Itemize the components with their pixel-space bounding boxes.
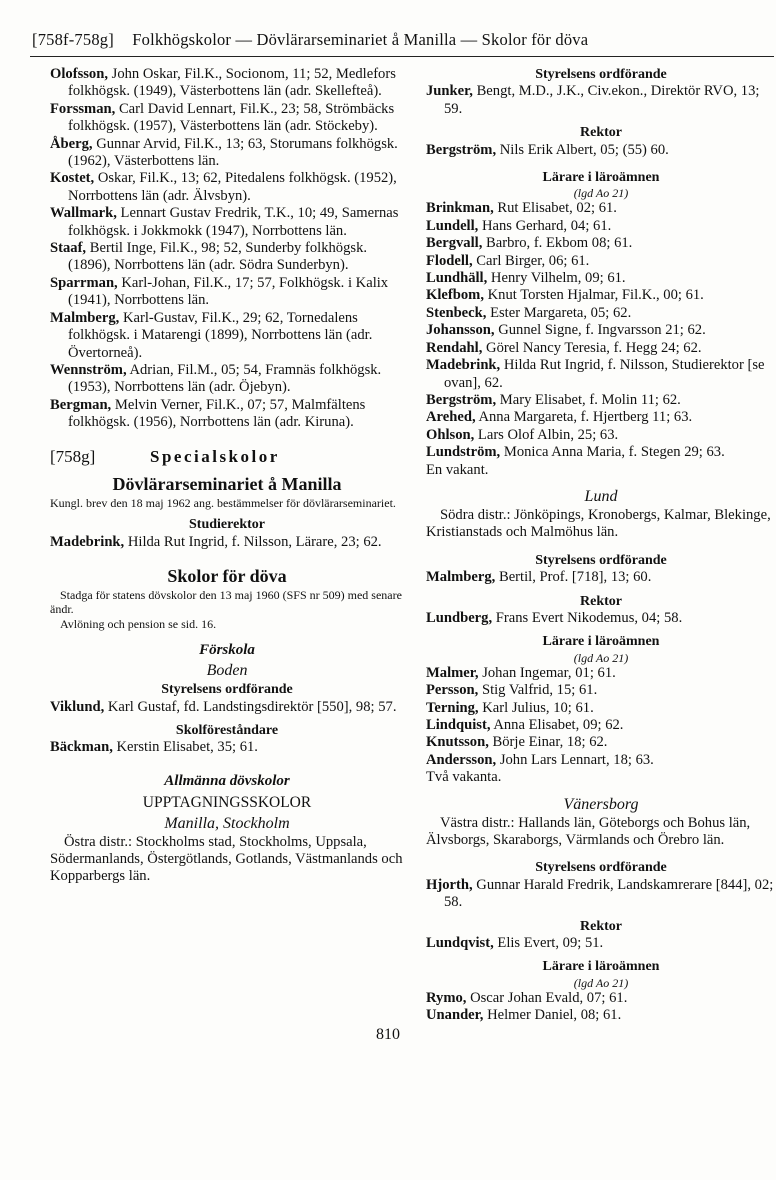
rektor-label: Rektor — [580, 125, 622, 141]
vanersborg-lgd-note: (lgd Ao 21) — [573, 975, 629, 990]
teacher-entry — [426, 752, 776, 769]
lund-lgd-note: (lgd Ao 21) — [573, 650, 629, 665]
studierektor-label: Studierektor — [189, 517, 265, 533]
entry-name: Brinkman, — [426, 200, 494, 217]
entry-name: Junker, — [426, 83, 473, 100]
header-rule — [30, 56, 774, 57]
entry-name: Madebrink, — [426, 357, 501, 374]
teacher-entry — [426, 287, 776, 304]
folkhogskola-entry — [50, 397, 404, 432]
entry-text: Barbro, f. Ekbom 08; 61. — [486, 235, 633, 252]
teacher-entry — [426, 990, 776, 1007]
folkhogskola-entry — [50, 205, 404, 240]
entry-name: Hjorth, — [426, 876, 473, 893]
lund-vakanta-line: Två vakanta. — [426, 769, 502, 786]
entry-text: Henry Vilhelm, 09; 61. — [490, 270, 626, 287]
lund-teacher-list — [426, 665, 776, 769]
entry-text: Ester Margareta, 05; 62. — [490, 304, 632, 321]
vanersborg-styr-entry — [426, 877, 776, 912]
teacher-entry — [426, 427, 776, 444]
entry-name: Lundström, — [426, 444, 501, 461]
entry-text: Carl David Lennart, Fil.K., 23; 58, Strömbäcks folkhögsk. (1957), Västerbottens län (adr. Stöckeby). — [68, 100, 395, 135]
teacher-entry — [426, 235, 776, 252]
entry-text: Anna Elisabet, 09; 62. — [493, 717, 624, 733]
entry-text: John Oskar, Fil.K., Socionom, 11; 52, Medlefors folkhögsk. (1949), Västerbottens län (adr. Skellefteå). — [68, 66, 396, 100]
entry-text: Kerstin Elisabet, 35; 61. — [116, 739, 258, 756]
entry-text: Oscar Johan Evald, 07; 61. — [470, 989, 628, 1006]
entry-text: Anna Margareta, f. Hjertberg 11; 63. — [478, 409, 693, 426]
entry-text: Knut Torsten Hjalmar, Fil.K., 00; 61. — [487, 287, 704, 304]
entry-name: Lundberg, — [426, 609, 493, 626]
allmanna-heading: Allmänna dövskolor — [164, 772, 290, 789]
teacher-entry — [426, 305, 776, 322]
teacher-entry — [426, 734, 776, 751]
entry-text: Monica Anna Maria, f. Stegen 29; 63. — [503, 444, 725, 461]
larare-label: Lärare i läroämnen — [542, 170, 660, 186]
entry-text: Melvin Verner, Fil.K., 07; 57, Malmfältens folkhögsk. (1956), Norrbottens län (adr. Kiruna). — [68, 396, 366, 431]
dova-note-1: Stadga för statens dövskolor den 13 maj 1960 (SFS nr 509) med senare ändr. — [50, 588, 402, 616]
vanersborg-distr: Västra distr.: Hallands län, Göteborgs och Bohus län, Älvsborgs, Skaraborgs, Värmlands och Örebro län. — [426, 814, 751, 849]
entry-text: Karl-Gustav, Fil.K., 29; 62, Tornedalens folkhögsk. i Matarengi (1899), Norrbottens län (adr. Övertorneå). — [68, 309, 373, 361]
teacher-entry — [426, 717, 776, 734]
manilla-note: Kungl. brev den 18 maj 1962 ang. bestämmelser för dövlärarseminariet. — [50, 495, 396, 510]
entry-name: Malmberg, — [426, 569, 496, 586]
right-column — [426, 66, 776, 1025]
folkhogskola-entry — [50, 66, 404, 101]
entry-name: Wennström, — [50, 361, 127, 378]
entry-name: Bergman, — [50, 396, 112, 413]
entry-text: Stig Valfrid, 15; 61. — [481, 682, 598, 699]
vanersborg-larare-label: Lärare i läroämnen — [542, 959, 660, 975]
entry-text: Johan Ingemar, 01; 61. — [482, 664, 616, 681]
boden-styr-entry — [50, 699, 404, 716]
teacher-entry — [426, 682, 776, 699]
header-title: Folkhögskolor — Dövlärarseminariet å Manilla — Skolor för döva — [132, 30, 589, 49]
teacher-entry — [426, 218, 776, 235]
lund-heading: Lund — [584, 487, 618, 505]
entry-text: Frans Evert Nikodemus, 04; 58. — [495, 609, 683, 626]
teacher-entry — [426, 340, 776, 357]
entry-name: Lundqvist, — [426, 935, 494, 952]
entry-text: Karl-Johan, Fil.K., 17; 57, Folkhögsk. i Kalix (1941), Norrbottens län. — [68, 274, 389, 309]
entry-name: Kostet, — [50, 170, 95, 187]
entry-name: Knutsson, — [426, 734, 489, 751]
entry-name: Lindquist, — [426, 717, 491, 733]
entry-name: Sparrman, — [50, 274, 118, 291]
entry-text: Elis Evert, 09; 51. — [497, 935, 604, 952]
lund-larare-label: Lärare i läroämnen — [542, 634, 660, 650]
entry-text: Nils Erik Albert, 05; (55) 60. — [499, 141, 669, 158]
entry-name: Viklund, — [50, 698, 105, 715]
entry-name: Rendahl, — [426, 339, 483, 356]
entry-text: Karl Gustaf, fd. Landstingsdirektör [550], 98; 57. — [107, 698, 397, 715]
teacher-entry — [426, 200, 776, 217]
entry-name: Ohlson, — [426, 426, 475, 443]
entry-name: Wallmark, — [50, 205, 117, 222]
teacher-entry — [426, 1007, 776, 1024]
boden-heading: Boden — [206, 662, 248, 680]
folkhogskola-entry — [50, 275, 404, 310]
entry-name: Lundhäll, — [426, 270, 488, 287]
entry-name: Flodell, — [426, 252, 473, 269]
entry-name: Lundell, — [426, 217, 479, 234]
entry-text: Bertil Inge, Fil.K., 98; 52, Sunderby folkhögsk. (1896), Norrbottens län (adr. Södra Sunderbyn). — [68, 240, 368, 274]
section-ref: [758g] — [50, 446, 96, 466]
entry-name: Olofsson, — [50, 66, 108, 82]
entry-text: Gunnel Signe, f. Ingvarsson 21; 62. — [498, 322, 706, 339]
entry-text: Görel Nancy Teresia, f. Hegg 24; 62. — [486, 339, 702, 356]
entry-text: Adrian, Fil.M., 05; 54, Framnäs folkhögsk. (1953), Norrbottens län (adr. Öjebyn). — [68, 361, 382, 396]
entry-name: Persson, — [426, 682, 479, 699]
styr-label: Styrelsens ordförande — [535, 67, 667, 82]
ostra-distr: Östra distr.: Stockholms stad, Stockholms, Uppsala, Södermanlands, Östergötlands, Gotlands, Västmanlands och Kopparbergs län. — [50, 833, 403, 885]
entry-text: Oskar, Fil.K., 13; 62, Pitedalens folkhögsk. (1952), Norrbottens län (adr. Älvsbyn). — [68, 170, 397, 204]
lund-styr-label: Styrelsens ordförande — [535, 552, 667, 568]
teacher-entry — [426, 700, 776, 717]
lund-rektor-label: Rektor — [580, 593, 622, 609]
teacher-entry — [426, 392, 776, 409]
entry-name: Forssman, — [50, 100, 116, 117]
folkhogskola-list — [50, 66, 404, 432]
entry-name: Bergvall, — [426, 235, 483, 252]
entry-text: Börje Einar, 18; 62. — [492, 734, 608, 751]
folkhogskola-entry — [50, 240, 404, 275]
entry-name: Arehed, — [426, 409, 476, 426]
entry-name: Madebrink, — [50, 533, 125, 550]
header-ref: [758f-758g] — [32, 30, 114, 49]
running-header — [32, 30, 772, 50]
entry-text: John Lars Lennart, 18; 63. — [499, 751, 654, 768]
entry-text: Gunnar Arvid, Fil.K., 13; 63, Storumans folkhögsk. (1962), Västerbottens län. — [68, 135, 398, 170]
entry-name: Andersson, — [426, 751, 497, 768]
entry-name: Terning, — [426, 699, 479, 716]
teacher-entry — [426, 322, 776, 339]
entry-text: Carl Birger, 06; 61. — [476, 252, 590, 269]
dova-title: Skolor för döva — [167, 566, 287, 587]
vakant-line: En vakant. — [426, 461, 489, 478]
vanersborg-rektor-label: Rektor — [580, 918, 622, 934]
entry-name: Bäckman, — [50, 739, 113, 756]
lund-styr-entry — [426, 569, 776, 586]
manilla-sthlm-heading: Manilla, Stockholm — [164, 814, 290, 832]
entry-text: Karl Julius, 10; 61. — [482, 699, 594, 716]
teacher-entry — [426, 357, 776, 392]
entry-name: Åberg, — [50, 135, 93, 152]
vanersborg-rektor-entry — [426, 935, 776, 952]
boden-skolf-label: Skolföreståndare — [175, 722, 279, 738]
vanersborg-teacher-list — [426, 990, 776, 1025]
lgd-note: (lgd Ao 21) — [573, 186, 629, 201]
folkhogskola-entry — [50, 101, 404, 136]
page-number: 810 — [376, 1026, 400, 1043]
vanersborg-heading: Vänersborg — [563, 795, 639, 813]
vanersborg-styr-label: Styrelsens ordförande — [535, 860, 667, 876]
entry-text: Gunnar Harald Fredrik, Landskamrerare [844], 02; 58. — [444, 876, 774, 911]
teacher-entry — [426, 270, 776, 287]
lund-rektor-entry — [426, 610, 776, 627]
manilla-teacher-list — [426, 200, 776, 461]
styr-entry — [426, 83, 776, 118]
manilla-title: Dövlärarseminariet å Manilla — [112, 473, 342, 494]
rektor-entry — [426, 142, 776, 159]
folkhogskola-entry — [50, 136, 404, 171]
entry-name: Johansson, — [426, 322, 495, 339]
entry-name: Rymo, — [426, 989, 467, 1006]
entry-name: Stenbeck, — [426, 304, 487, 321]
boden-styr-label: Styrelsens ordförande — [161, 682, 293, 698]
entry-text: Hans Gerhard, 04; 61. — [481, 217, 612, 234]
entry-text: Bertil, Prof. [718], 13; 60. — [498, 569, 652, 586]
left-column — [50, 66, 404, 886]
teacher-entry — [426, 253, 776, 270]
teacher-entry — [426, 665, 776, 682]
entry-text: Lars Olof Albin, 25; 63. — [477, 426, 619, 443]
boden-skolf-entry — [50, 739, 404, 756]
entry-name: Malmer, — [426, 664, 479, 681]
entry-name: Bergström, — [426, 141, 497, 158]
entry-name: Klefbom, — [426, 287, 484, 304]
entry-text: Mary Elisabet, f. Molin 11; 62. — [499, 391, 681, 408]
teacher-entry — [426, 409, 776, 426]
entry-text: Hilda Rut Ingrid, f. Nilsson, Lärare, 23; 62. — [127, 533, 382, 550]
lund-distr: Södra distr.: Jönköpings, Kronobergs, Kalmar, Blekinge, Kristianstads och Malmöhus län. — [426, 506, 771, 541]
folkhogskola-entry — [50, 170, 404, 205]
entry-text: Helmer Daniel, 08; 61. — [487, 1007, 622, 1024]
section-title: Specialskolor — [150, 446, 280, 466]
teacher-entry — [426, 444, 776, 461]
forskola-heading: Förskola — [199, 641, 255, 658]
studierektor-entry — [50, 534, 404, 551]
upptagning-heading: UPPTAGNINGSSKOLOR — [142, 794, 312, 812]
folkhogskola-entry — [50, 310, 404, 362]
entry-text: Hilda Rut Ingrid, f. Nilsson, Studierektor [se ovan], 62. — [444, 357, 765, 391]
section-heading — [50, 448, 404, 465]
entry-name: Staaf, — [50, 240, 87, 257]
entry-text: Rut Elisabet, 02; 61. — [497, 200, 617, 217]
entry-name: Unander, — [426, 1007, 484, 1024]
entry-name: Malmberg, — [50, 309, 120, 326]
dova-note-2: Avlöning och pension se sid. 16. — [60, 617, 217, 632]
entry-text: Lennart Gustav Fredrik, T.K., 10; 49, Samernas folkhögsk. i Jokkmokk (1947), Norrbottens län. — [68, 205, 399, 239]
entry-name: Bergström, — [426, 391, 497, 408]
folkhogskola-entry — [50, 362, 404, 397]
entry-text: Bengt, M.D., J.K., Civ.ekon., Direktör RVO, 13; 59. — [444, 83, 760, 117]
